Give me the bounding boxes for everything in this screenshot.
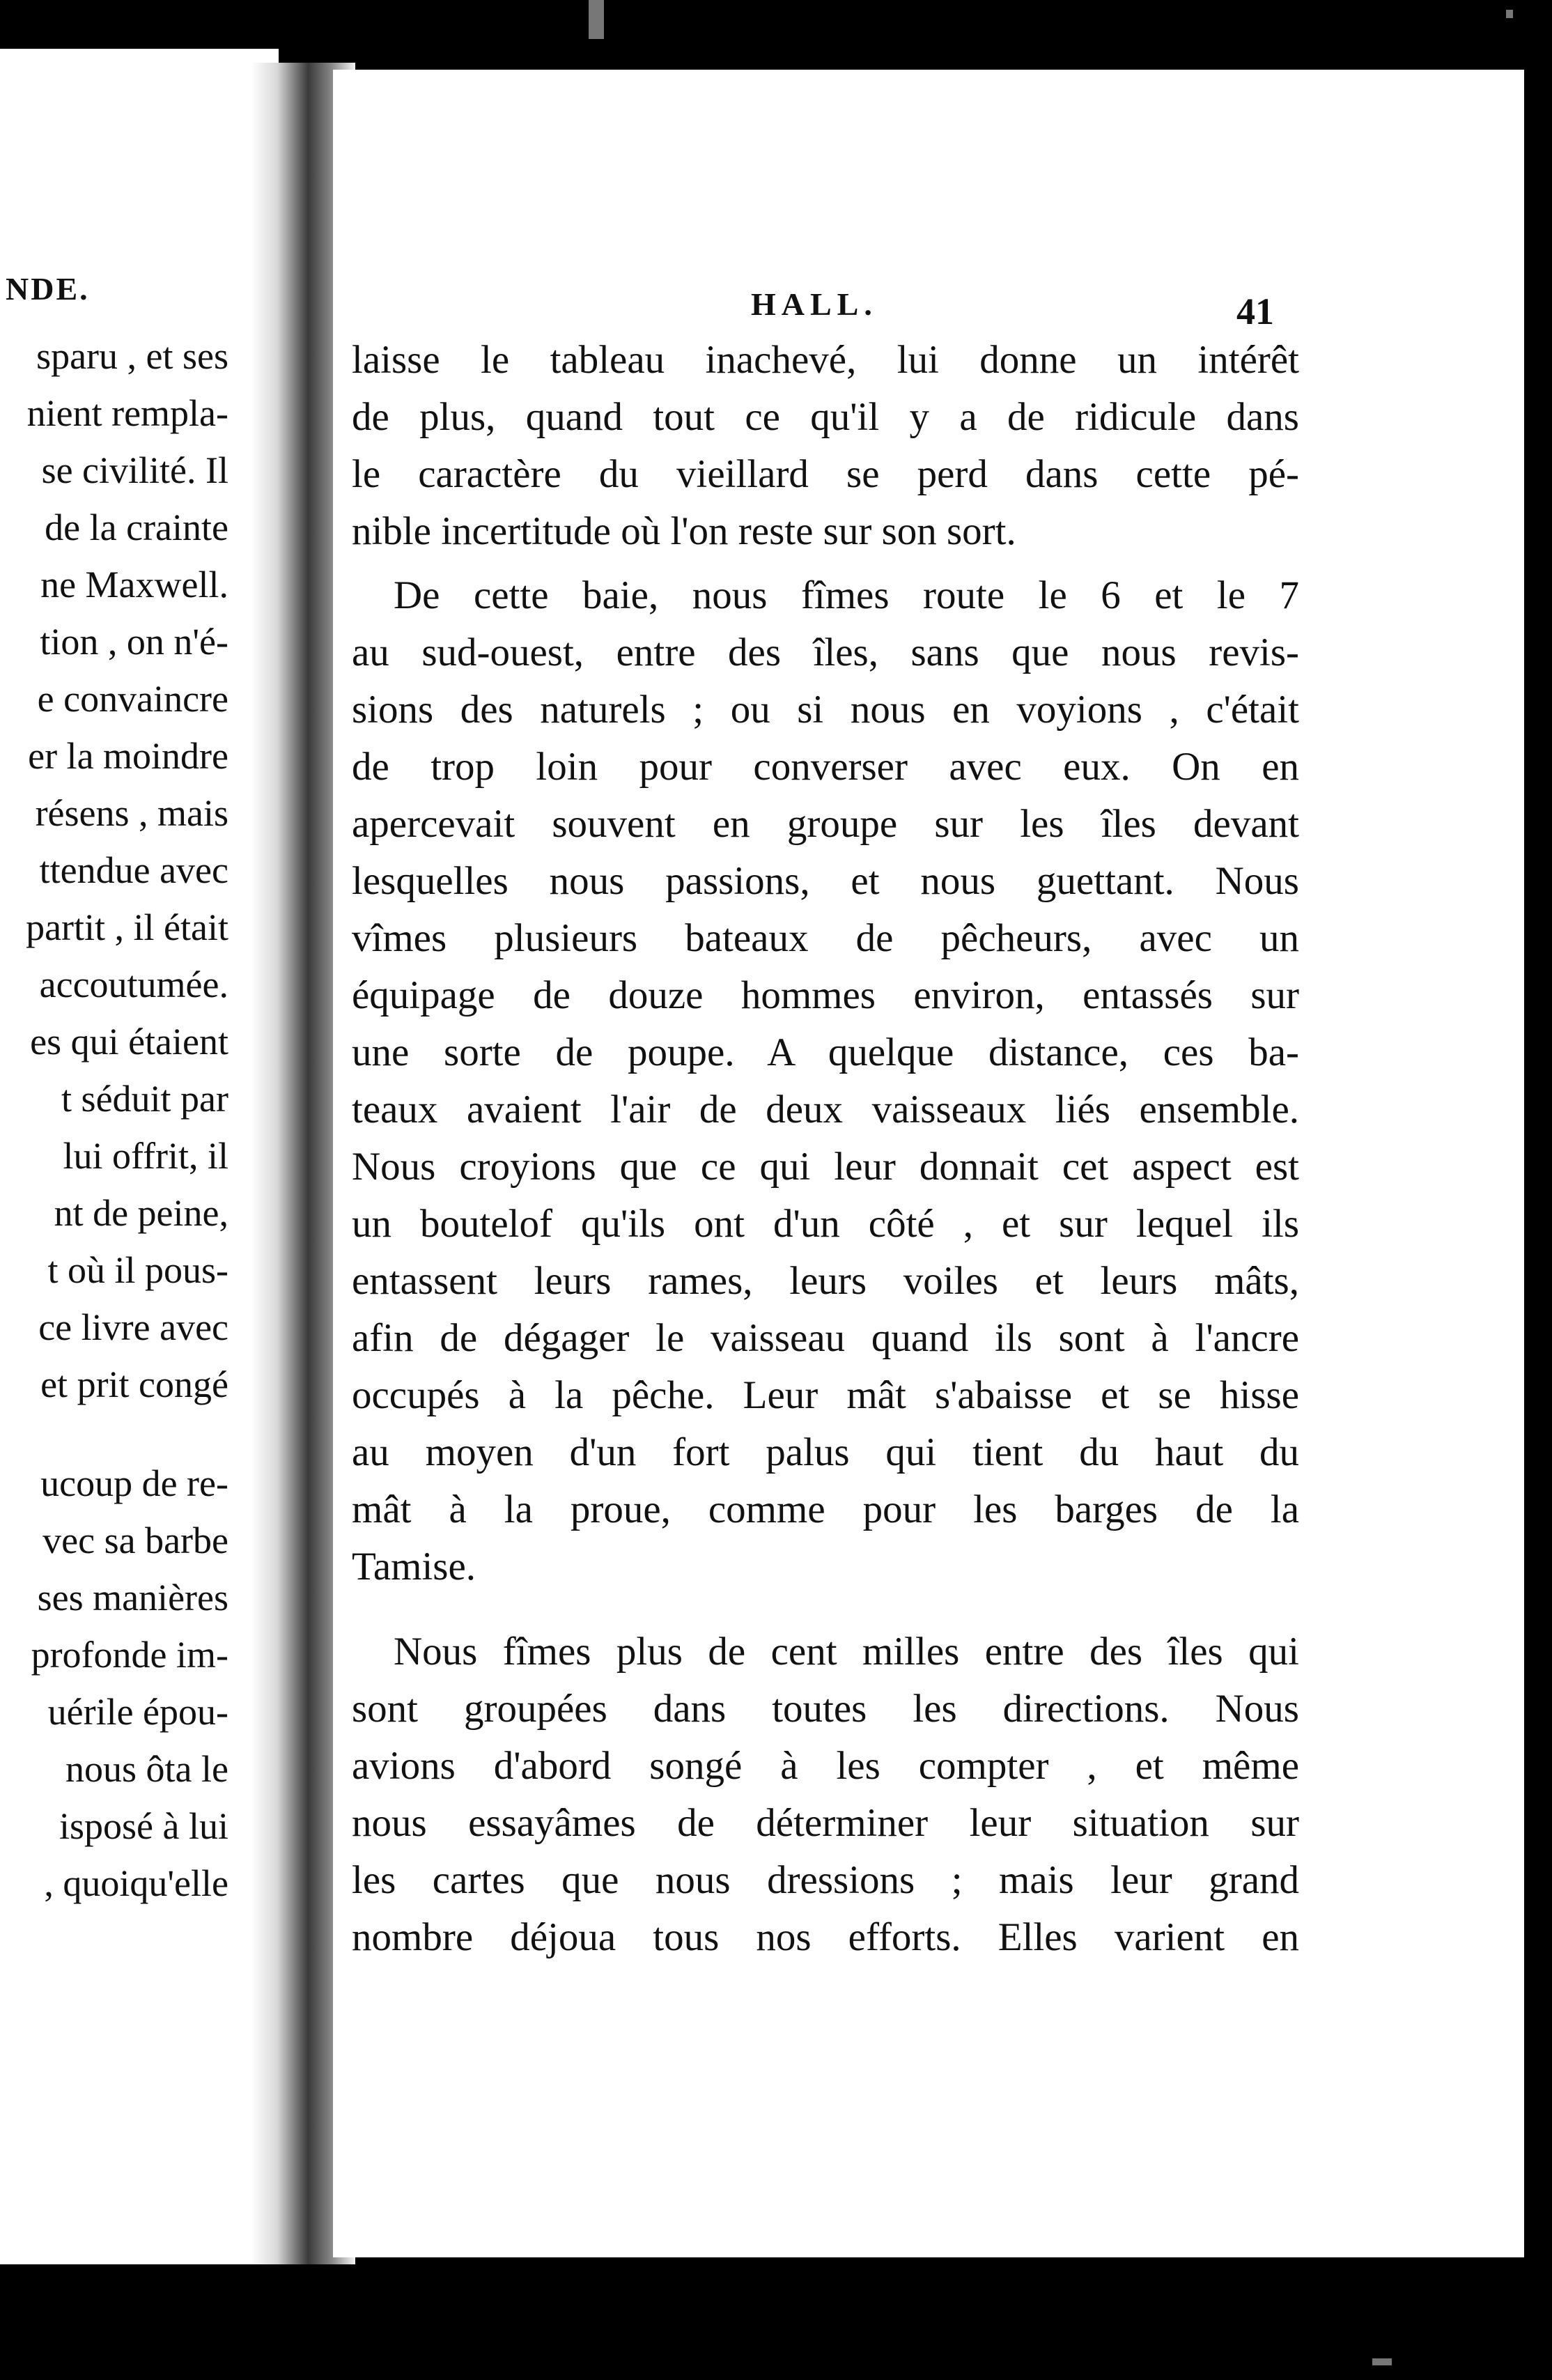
- left-line: nient rempla-: [26, 392, 228, 434]
- text-line: lesquelles nous passions, et nous guettant. Nous: [352, 859, 1299, 903]
- text-line: vîmes plusieurs bateaux de pêcheurs, avec un: [352, 916, 1299, 960]
- text-line: au moyen d'un fort palus qui tient du haut du: [352, 1430, 1299, 1474]
- text-line: entassent leurs rames, leurs voiles et leurs mâts,: [352, 1259, 1299, 1303]
- paragraph-gap: [352, 1595, 1299, 1623]
- left-line: isposé à lui: [59, 1805, 228, 1847]
- text-line: occupés à la pêche. Leur mât s'abaisse et se hisse: [352, 1373, 1299, 1417]
- left-line: accoutumée.: [39, 964, 228, 1005]
- text-line: nombre déjoua tous nos efforts. Elles varient en: [352, 1915, 1299, 1959]
- left-line: ucoup de re-: [40, 1462, 228, 1504]
- page-number: 41: [1236, 291, 1274, 332]
- text-line: les cartes que nous dressions ; mais leur grand: [352, 1858, 1299, 1902]
- text-line: de plus, quand tout ce qu'il y a de ridicule dans: [352, 395, 1299, 439]
- left-line: uérile épou-: [47, 1691, 228, 1733]
- text-line: De cette baie, nous fîmes route le 6 et le 7: [394, 573, 1299, 617]
- left-line: ne Maxwell.: [40, 564, 228, 605]
- scan-speck: [1506, 10, 1513, 18]
- left-paragraph-gap: [26, 1413, 228, 1455]
- left-line: se civilité. Il: [41, 449, 228, 491]
- left-line: tion , on n'é-: [40, 621, 228, 663]
- left-line: ttendue avec: [39, 849, 228, 891]
- running-title: HALL.: [751, 286, 878, 322]
- left-line: de la crainte: [45, 507, 228, 548]
- text-line: le caractère du vieillard se perd dans cette pé-: [352, 452, 1299, 496]
- left-line: , quoiqu'elle: [44, 1862, 228, 1904]
- text-line: afin de dégager le vaisseau quand ils sont à l'ancre: [352, 1316, 1299, 1360]
- text-line: mât à la proue, comme pour les barges de la: [352, 1488, 1299, 1531]
- left-line: résens , mais: [35, 792, 228, 834]
- left-line: et prit congé: [40, 1363, 228, 1405]
- text-line: avions d'abord songé à les compter , et même: [352, 1744, 1299, 1788]
- left-line: nous ôta le: [65, 1748, 228, 1790]
- left-line: t où il pous-: [47, 1249, 228, 1291]
- left-line: profonde im-: [31, 1634, 228, 1676]
- text-line: un boutelof qu'ils ont d'un côté , et sur lequel ils: [352, 1202, 1299, 1246]
- left-line: sparu , et ses: [36, 335, 228, 377]
- text-line: Tamise.: [352, 1545, 476, 1589]
- text-line: Nous croyions que ce qui leur donnait cet aspect est: [352, 1145, 1299, 1189]
- right-page: [333, 70, 1524, 2257]
- text-line: laisse le tableau inachevé, lui donne un intérêt: [352, 338, 1299, 382]
- text-line: apercevait souvent en groupe sur les îles devant: [352, 802, 1299, 846]
- running-head: [333, 279, 1524, 332]
- text-line: sions des naturels ; ou si nous en voyions , c'était: [352, 688, 1299, 732]
- scan-speck: [1372, 2358, 1392, 2365]
- scan-speck: [589, 0, 604, 39]
- paragraph-gap: [352, 560, 1299, 567]
- left-line: es qui étaient: [30, 1021, 228, 1062]
- left-running-head: NDE.: [6, 271, 90, 307]
- left-line: er la moindre: [28, 735, 228, 777]
- text-line: teaux avaient l'air de deux vaisseaux liés ensemble.: [352, 1088, 1299, 1131]
- body-text: [352, 332, 1299, 1966]
- left-line: ce livre avec: [38, 1306, 228, 1348]
- left-line: ses manières: [37, 1577, 228, 1618]
- left-line: t séduit par: [61, 1078, 228, 1120]
- left-line: partit , il était: [26, 906, 228, 948]
- left-page-text: [26, 327, 228, 1912]
- text-line: nible incertitude où l'on reste sur son sort.: [352, 509, 1016, 553]
- text-line: équipage de douze hommes environ, entassés sur: [352, 973, 1299, 1017]
- left-line: lui offrit, il: [63, 1135, 228, 1177]
- text-line: au sud-ouest, entre des îles, sans que nous revis-: [352, 631, 1299, 674]
- text-line: sont groupées dans toutes les directions. Nous: [352, 1687, 1299, 1731]
- text-line: nous essayâmes de déterminer leur situation sur: [352, 1801, 1299, 1845]
- left-line: e convaincre: [37, 678, 228, 720]
- text-line: une sorte de poupe. A quelque distance, ces ba-: [352, 1030, 1299, 1074]
- text-line: de trop loin pour converser avec eux. On en: [352, 745, 1299, 789]
- text-line: Nous fîmes plus de cent milles entre des îles qui: [394, 1630, 1299, 1674]
- left-line: vec sa barbe: [42, 1520, 228, 1561]
- left-page: [0, 49, 279, 2264]
- left-line: nt de peine,: [54, 1192, 228, 1234]
